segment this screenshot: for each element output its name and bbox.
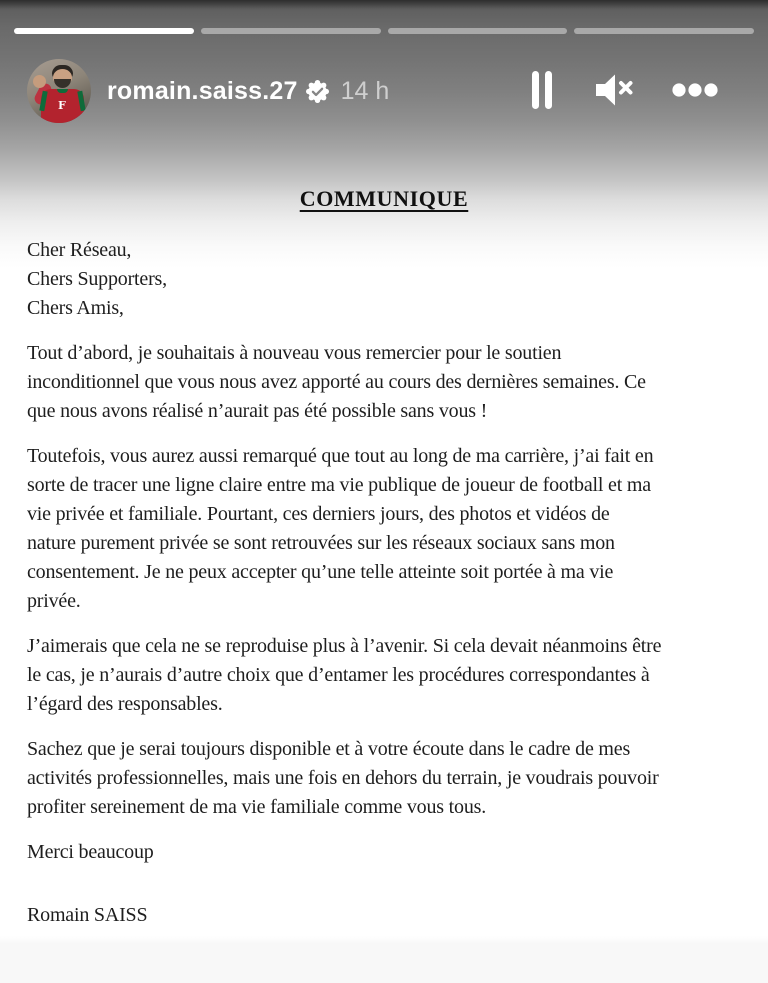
- letter-line: Cher Réseau,: [27, 239, 132, 261]
- letter-signature: Romain SAISS: [27, 904, 148, 926]
- letter-closing: Merci beaucoup: [27, 841, 154, 863]
- three-dots-more-icon: [672, 83, 718, 100]
- letter-line: privée.: [27, 590, 81, 612]
- letter-line: Tout d’abord, je souhaitais à nouveau vous remercier pour le soutien: [27, 342, 562, 364]
- more-options-button[interactable]: [672, 83, 718, 100]
- letter-paragraph-3: [27, 632, 741, 719]
- story-progress-segment-2[interactable]: [201, 28, 381, 34]
- story-timestamp: 14 h: [340, 76, 390, 105]
- muted-speaker-icon: [594, 71, 636, 112]
- letter-line: profiter sereinement de ma vie familiale comme vous tous.: [27, 796, 487, 818]
- verified-badge-icon: [306, 80, 329, 103]
- letter-line: nature purement privée se sont retrouvées sur les réseaux sociaux sans mon: [27, 532, 615, 554]
- letter-line: l’égard des responsables.: [27, 693, 223, 715]
- letter-line: J’aimerais que cela ne se reproduise plus à l’avenir. Si cela devait néanmoins être: [27, 635, 662, 657]
- story-header: [27, 58, 718, 124]
- letter-line: Sachez que je serai toujours disponible et à votre écoute dans le cadre de mes: [27, 738, 631, 760]
- letter-line: activités professionnelles, mais une fois en dehors du terrain, je voudrais pouvoir: [27, 767, 659, 789]
- mute-button[interactable]: [594, 71, 636, 112]
- avatar-fist: [33, 75, 46, 88]
- letter-line: vie privée et familiale. Pourtant, ces derniers jours, des photos et vidéos de: [27, 503, 610, 525]
- letter-line: inconditionnel que vous nous avez apporté au cours des dernières semaines. Ce: [27, 371, 646, 393]
- letter-line: consentement. Je ne peux accepter qu’une telle atteinte soit portée à ma vie: [27, 561, 614, 583]
- pause-button[interactable]: [532, 71, 552, 112]
- letter-line: que nous avons réalisé n’aurait pas été possible sans vous !: [27, 400, 488, 422]
- avatar-crest-letter: F: [58, 99, 66, 112]
- story-progress-segment-1[interactable]: [14, 28, 194, 34]
- letter-paragraph-1: [27, 339, 741, 426]
- pause-icon: [532, 71, 552, 112]
- avatar[interactable]: [27, 59, 91, 123]
- letter-line: Toutefois, vous aurez aussi remarqué que tout au long de ma carrière, j’ai fait en: [27, 445, 654, 467]
- letter-line: sorte de tracer une ligne claire entre ma vie publique de joueur de football et ma: [27, 474, 651, 496]
- avatar-beard: [54, 79, 71, 88]
- letter-line: le cas, je n’aurais d’autre choix que d’entamer les procédures correspondantes à: [27, 664, 650, 686]
- story-progress-bar: [14, 28, 754, 34]
- letter-greeting: [27, 236, 741, 323]
- username[interactable]: romain.saiss.27: [107, 76, 298, 105]
- top-shade: [0, 0, 768, 10]
- letter-title: COMMUNIQUE: [299, 186, 469, 211]
- letter-line: Chers Amis,: [27, 297, 124, 319]
- letter-paragraph-2: [27, 442, 741, 616]
- communique-letter: [27, 186, 741, 930]
- story-progress-segment-3[interactable]: [388, 28, 568, 34]
- letter-paragraph-4: [27, 735, 741, 822]
- story-progress-segment-4[interactable]: [574, 28, 754, 34]
- letter-line: Chers Supporters,: [27, 268, 167, 290]
